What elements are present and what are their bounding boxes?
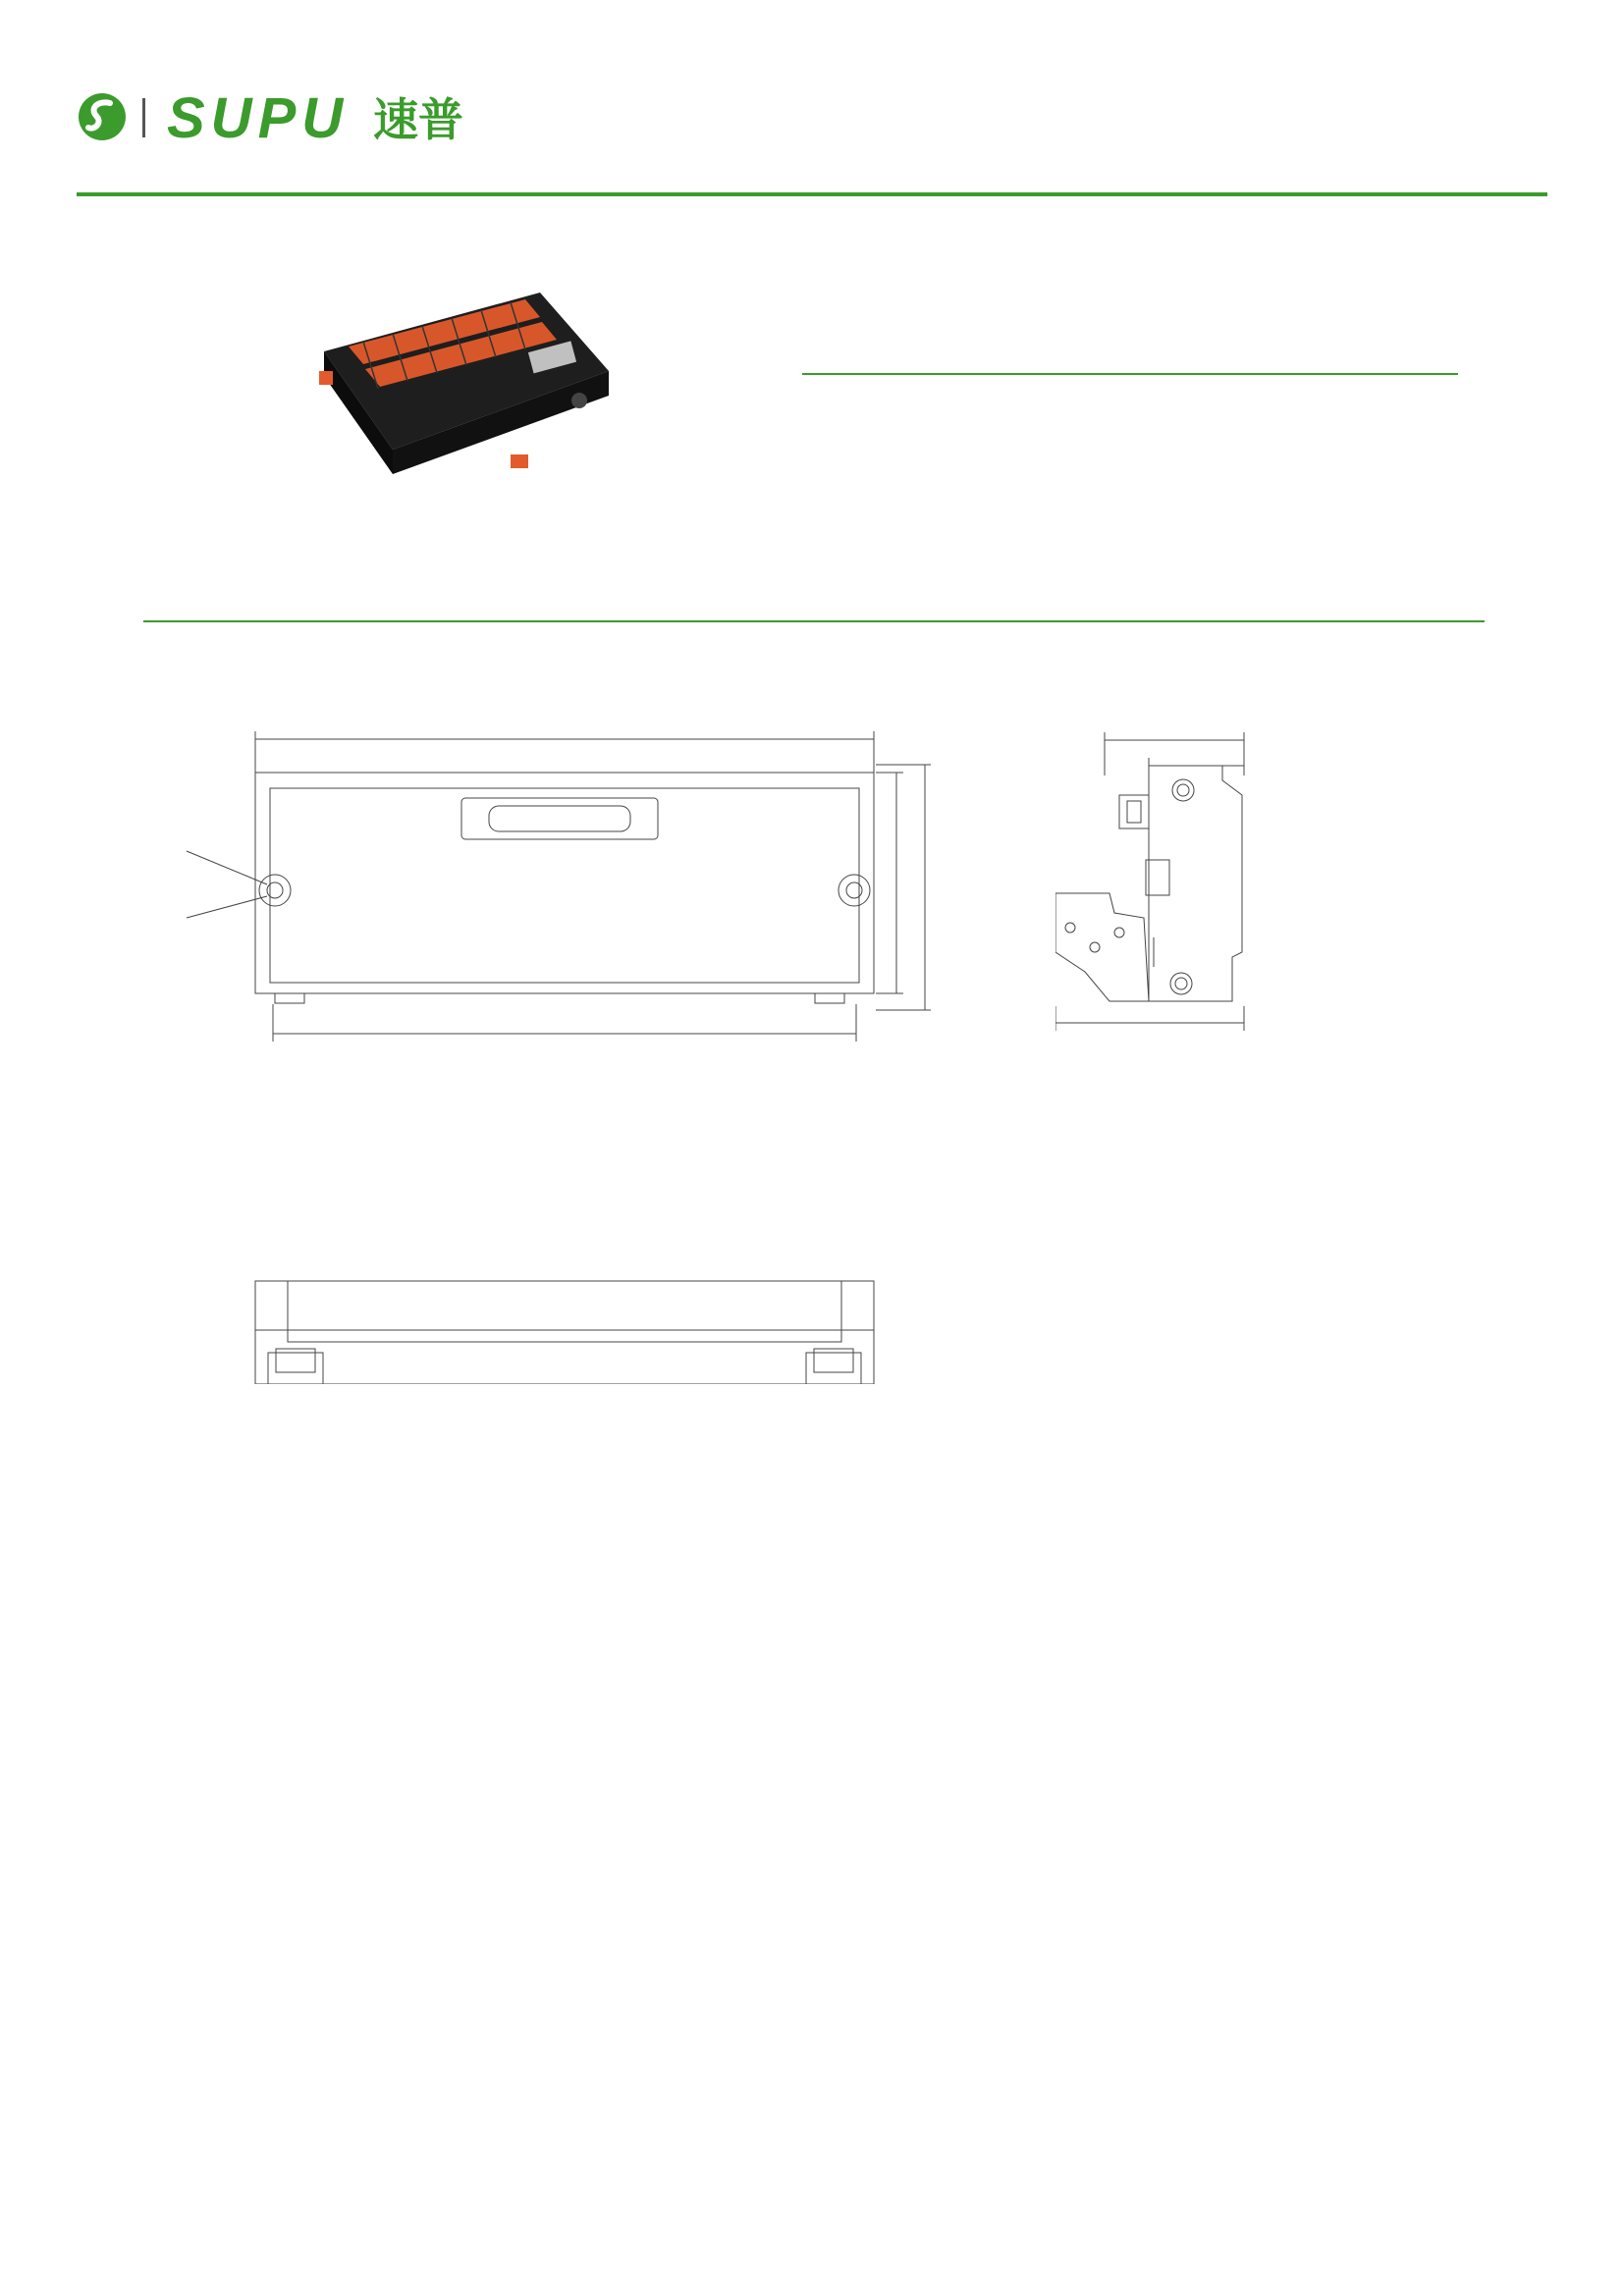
- logo-cn: 速普: [373, 93, 463, 146]
- bottom-view-drawing: [250, 1188, 889, 1384]
- side-view-drawing: [1055, 717, 1262, 1050]
- product-photo: [304, 263, 628, 499]
- header-divider: [77, 192, 1547, 196]
- supu-logo: [77, 86, 499, 147]
- logo-latin: SUPU: [167, 86, 350, 147]
- front-view-drawing: [177, 721, 943, 1055]
- name-divider: [802, 373, 1458, 375]
- logo-divider: [142, 98, 145, 137]
- section-divider: [143, 620, 1485, 622]
